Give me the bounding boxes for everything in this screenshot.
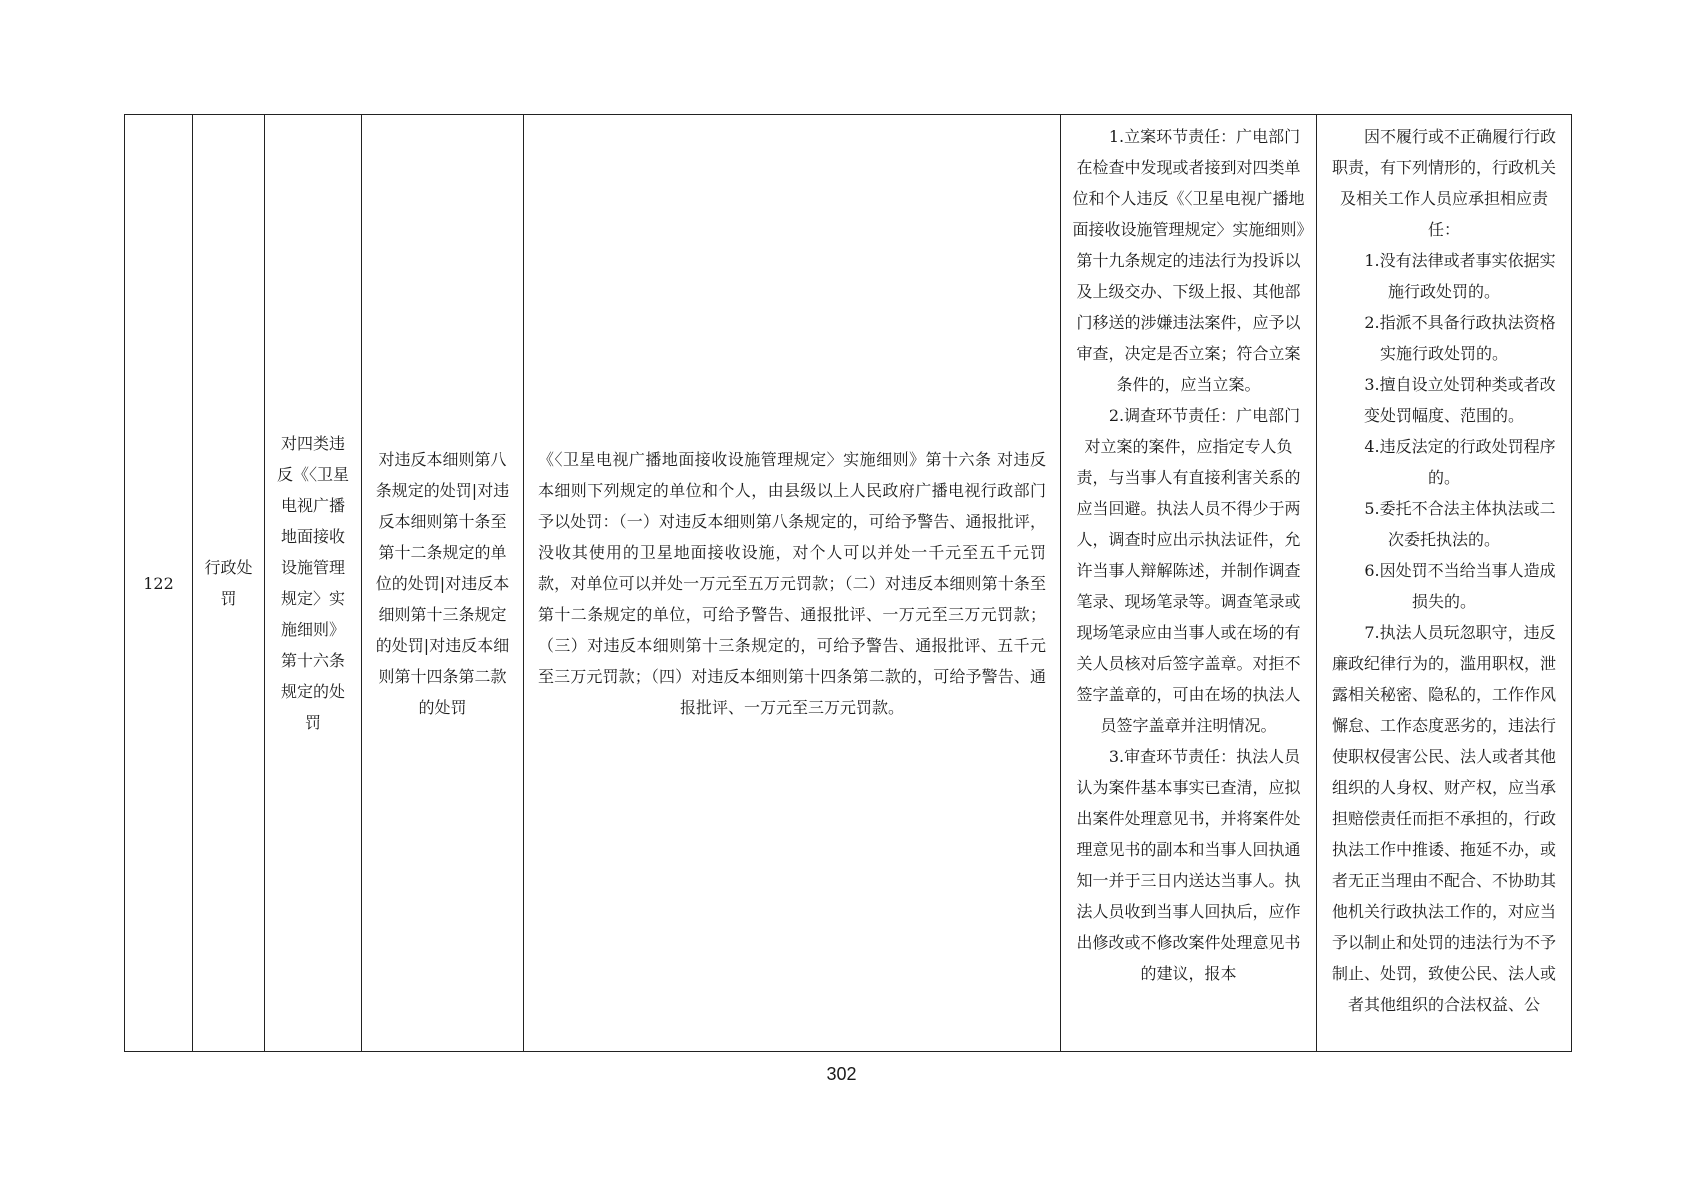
- accountability-paragraph: 1.没有法律或者事实依据实施行政处罚的。: [1364, 251, 1556, 301]
- responsibility-paragraph: 1.立案环节责任：广电部门在检查中发现或者接到对四类单位和个人违反《〈卫星电视广播地面接收设施管理规定〉实施细则》第十九条规定的违法行为投诉以及上级交办、下级上报、其他部门移送的涉嫌违法案件，应予以审查，决定是否立案；符合立案条件的，应当立案。: [1072, 127, 1305, 394]
- responsibility-cell: [1061, 115, 1317, 1052]
- power-list-table: [124, 114, 1572, 1052]
- legal-basis-cell: [524, 115, 1061, 1052]
- page-number: 302: [826, 1064, 857, 1084]
- table-row: [125, 115, 1572, 1052]
- responsibility-paragraph: 3.审查环节责任：执法人员认为案件基本事实已查清，应拟出案件处理意见书，并将案件处理意见书的副本和当事人回执通知一并于三日内送达当事人。执法人员收到当事人回执后，应作出修改或不修改案件处理意见书的建议，报本: [1076, 747, 1301, 983]
- category: 行政处罚: [204, 558, 253, 608]
- accountability-paragraph: 因不履行或不正确履行行政职责，有下列情形的，行政机关及相关工作人员应承担相应责任：: [1331, 127, 1556, 239]
- responsibility-paragraph: 2.调查环节责任：广电部门对立案的案件，应指定专人负责，与当事人有直接利害关系的应当回避。执法人员不得少于两人，调查时应出示执法证件，允许当事人辩解陈述，并制作调查笔录、现场笔录等。调查笔录或现场笔录应由当事人或在场的有关人员核对后签字盖章。对拒不签字盖章的，可由在场的执法人员签字盖章并注明情况。: [1076, 406, 1301, 735]
- row-number-cell: [125, 115, 193, 1052]
- accountability-cell: [1317, 115, 1572, 1052]
- accountability-paragraph: 3.擅自设立处罚种类或者改变处罚幅度、范围的。: [1363, 375, 1556, 425]
- accountability-paragraph: 6.因处罚不当给当事人造成损失的。: [1364, 561, 1556, 611]
- category-cell: [193, 115, 265, 1052]
- accountability-paragraph: 7.执法人员玩忽职守，违反廉政纪律行为的，滥用职权，泄露相关秘密、隐私的，工作作风懈怠、工作态度恶劣的，违法行使职权侵害公民、法人或者其他组织的人身权、财产权，应当承担赔偿责任而拒不承担的，行政执法工作中推诿、拖延不办，或者无正当理由不配合、不协助其他机关行政执法工作的，对应当予以制止和处罚的违法行为不予制止、处罚，致使公民、法人或者其他组织的合法权益、公: [1331, 623, 1556, 1014]
- accountability-paragraph: 5.委托不合法主体执法或二次委托执法的。: [1364, 499, 1556, 549]
- sub-items: 对违反本细则第八条规定的处罚|对违反本细则第十条至第十二条规定的单位的处罚|对违反本细则第十三条规定的处罚|对违反本细则第十四条第二款的处罚: [375, 449, 510, 717]
- accountability-paragraph: 2.指派不具备行政执法资格实施行政处罚的。: [1364, 313, 1556, 363]
- legal-basis: 《〈卫星电视广播地面接收设施管理规定〉实施细则》第十六条 对违反本细则下列规定的单位和个人，由县级以上人民政府广播电视行政部门予以处罚：（一）对违反本细则第八条规定的，可给予警告、通报批评，没收其使用的卫星地面接收设施，对个人可以并处一千元至五千元罚款，对单位可以并处一万元至五万元罚款；（二）对违反本细则第十条至第十二条规定的单位，可给予警告、通报批评、一万元至三万元罚款；（三）对违反本细则第十三条规定的，可给予警告、通报批评、五千元至三万元罚款；（四）对违反本细则第十四条第二款的，可给予警告、通报批评、一万元至三万元罚款。: [538, 449, 1046, 717]
- sub-items-cell: [362, 115, 524, 1052]
- row-number: 122: [143, 573, 174, 593]
- accountability-paragraph: 4.违反法定的行政处罚程序的。: [1364, 437, 1556, 487]
- item-name: 对四类违反《〈卫星电视广播地面接收设施管理规定〉实施细则》第十六条规定的处罚: [277, 434, 350, 732]
- item-name-cell: [265, 115, 362, 1052]
